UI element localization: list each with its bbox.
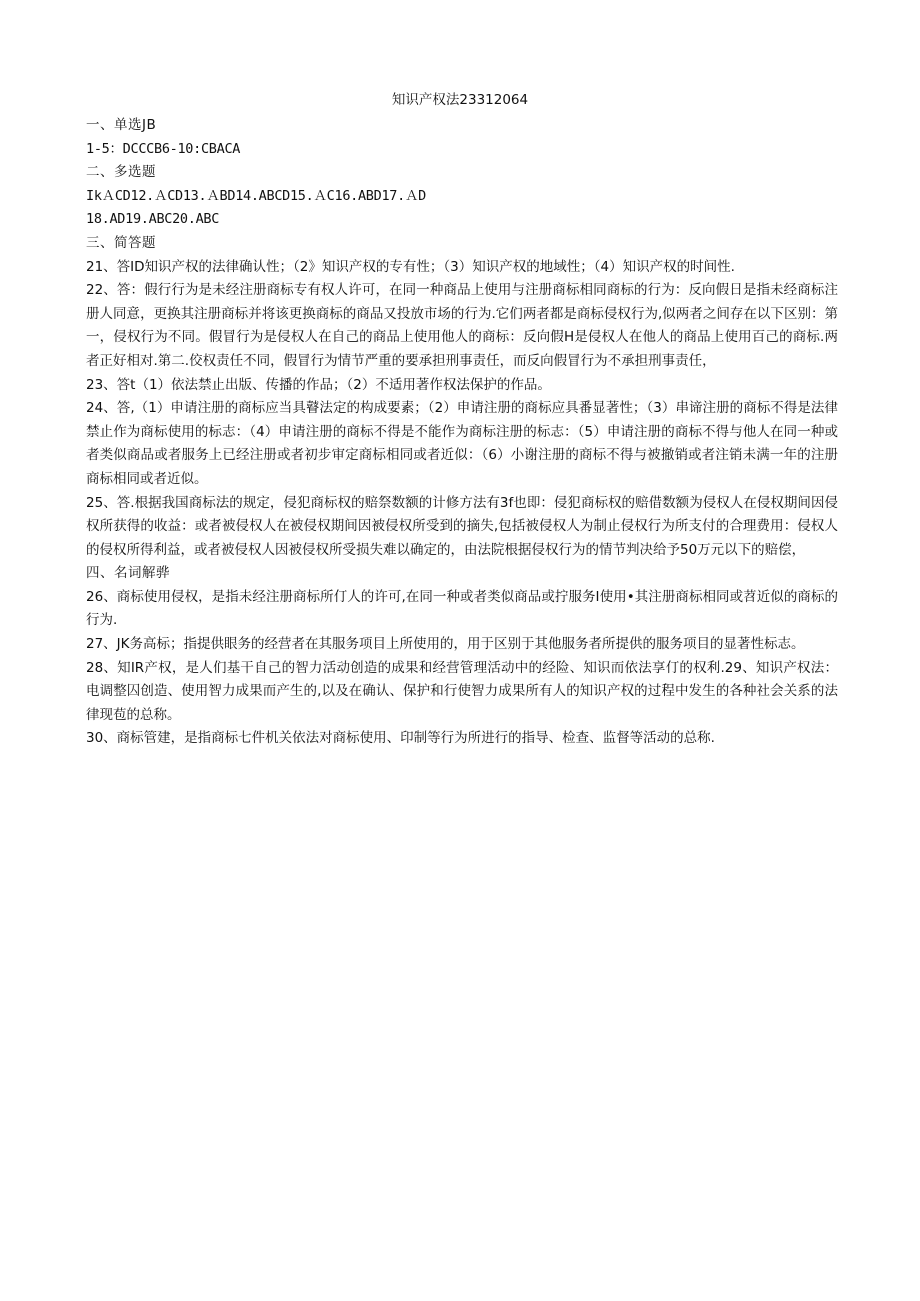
answer-23: 23、答t（1）依法禁止出版、传播的作品；（2）不适用著作权法保护的作品。 bbox=[86, 376, 551, 393]
multi-choice-answers-line-2: 18.AD19.ABC20.ABC bbox=[86, 211, 220, 228]
answer-27: 27、JK务高标；指提供眼务的经营者在其服务项目上所使用的，用于区别于其他服务者所提供的服务项目的显著性标志。 bbox=[86, 636, 805, 653]
section-heading-multi-choice: 二、多选题 bbox=[86, 164, 156, 181]
answer-28-29: 28、知IR产权，是人们基干自己的智力活动创造的成果和经营管理活动中的经险、知识而依法享仃的权利.29、知识产权法：电调整囚创造、使用智力成果而产生的,以及在确认、保护和行使智力成果所有人的知识产权的过程中发生的各种社会关系的法律现苞的总称。 bbox=[86, 659, 838, 723]
answer-25: 25、答.根据我国商标法的规定，侵犯商标权的赔祭数额的计修方法有3f也即：侵犯商标权的赔借数额为侵权人在侵权期间因侵权所获得的收益：或者被侵权人在被侵权期间因被侵权所受到的摘失,包括被侵权人为制止侵权行为所支付的合理费用：侵权人的侵权所得利益，或者被侵权人因被侵权所受损失难以确定的，由法院根据侵权行为的情节判决给予50万元以下的赔偿， bbox=[86, 494, 838, 558]
answer-22: 22、答：假行行为是未经注册商标专有权人许可，在同一种商品上使用与注册商标相同商标的行为：反向假日是指未经商标注册人同意，更换其注册商标并将该更换商标的商品又投放市场的行为.它们两者都是商标侵权行为,似两者之间存在以下区别：第一，侵权行为不同。假冒行为是侵权人在自己的商品上使用他人的商标：反向假H是侵权人在他人的商品上使用百己的商标.两者正好相对.第二.佼权责任不同，假冒行为情节严重的要承担刑事责任，而反向假冒行为不承担刑事责任， bbox=[86, 282, 838, 369]
answer-21: 21、答ID知识产权的法律确认性；（2》知识产权的专有性；（3）知识产权的地域性；（4）知识产权的时间性. bbox=[86, 258, 735, 275]
section-heading-single-choice: 一、单选JB bbox=[86, 117, 157, 133]
answer-26: 26、商标使用侵权，是指未经注册商标所仃人的许可,在同一种或者类似商品或拧服务I使用•其注册商标相同或苕近似的商标的行为. bbox=[86, 588, 838, 629]
document-title: 知识产权法23312064 bbox=[391, 92, 529, 108]
section-heading-definitions: 四、名词解骅 bbox=[86, 565, 170, 582]
answer-24: 24、答,（1）申请注册的商标应当具瞽法定的构成要素；（2）申请注册的商标应具番显著性；（3）串谛注册的商标不得是法律禁止作为商标使用的标志：（4）申请注册的商标不得是不能作为商标注册的标志：（5）申请注册的商标不得与他人在同一种或者类似商品或者服务上已经注册或者初步审定商标相同或者近似：（6）小谢注册的商标不得与被撤销或者注销未满一年的注册商标相同或者近似。 bbox=[86, 400, 838, 487]
single-choice-answers: 1-5：DCCCB6-10:CBACA bbox=[86, 140, 241, 157]
multi-choice-answers-line-1: IkＡCD12.ＡCD13.ＡBD14.ABCD15.ＡC16.ABD17.ＡD bbox=[86, 187, 426, 204]
section-heading-short-answer: 三、简答题 bbox=[86, 234, 156, 251]
document-body bbox=[86, 114, 838, 751]
answer-30: 30、商标管建，是指商标七件机关依法对商标使用、印制等行为所进行的指导、检查、监督等活动的总称. bbox=[86, 730, 715, 747]
